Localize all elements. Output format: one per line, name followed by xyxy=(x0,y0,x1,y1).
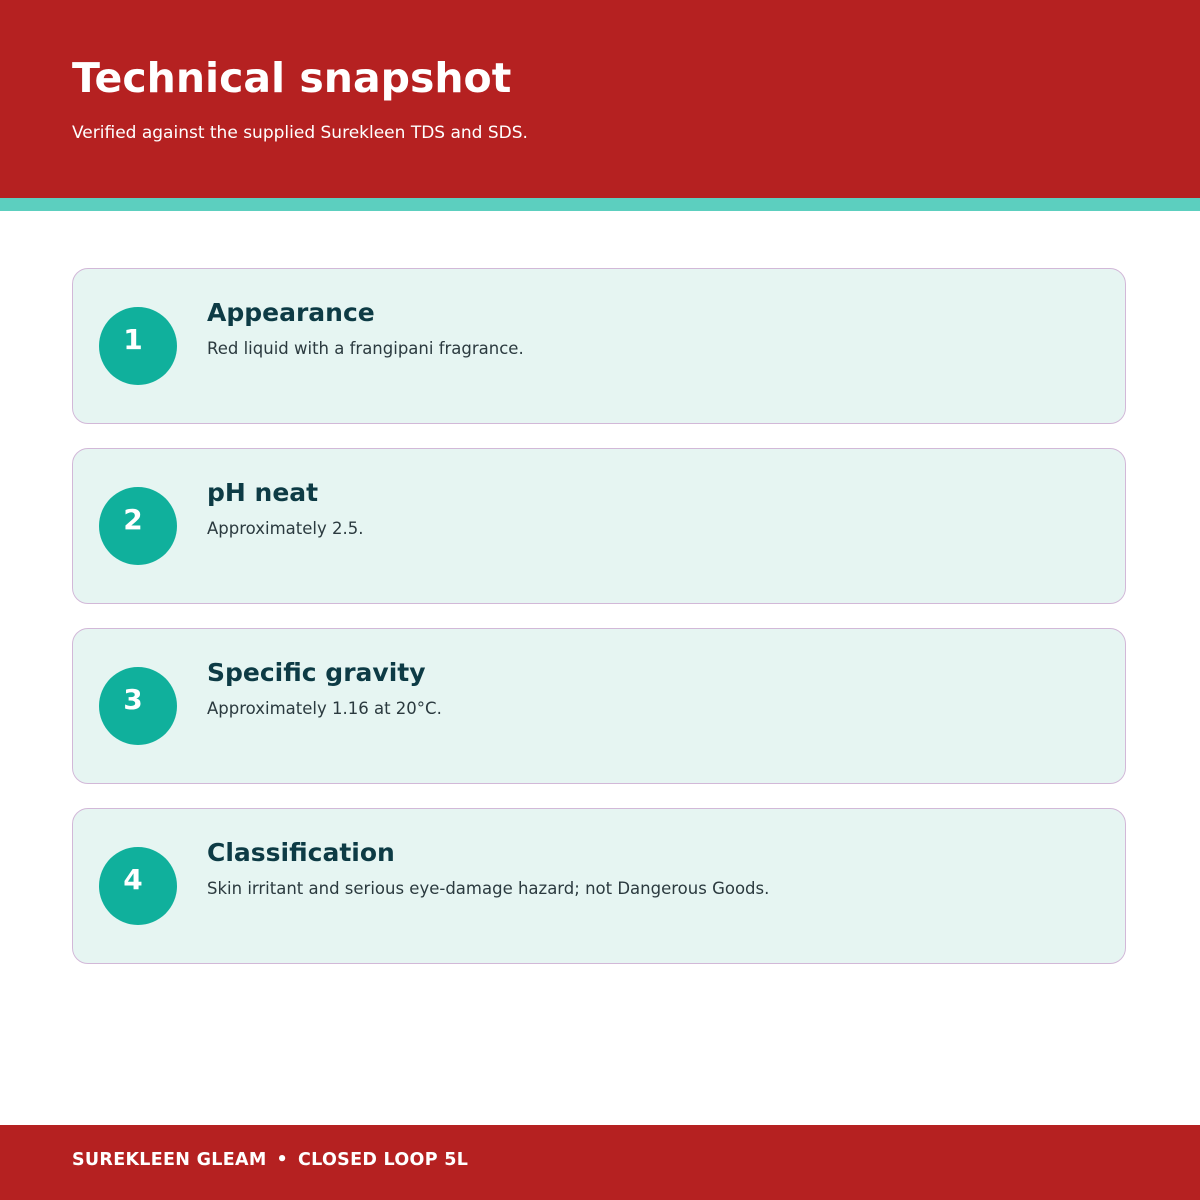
footer-product: CLOSED LOOP 5L xyxy=(298,1150,469,1170)
spec-card-appearance xyxy=(72,268,1126,424)
step-number: 1 xyxy=(123,323,143,356)
step-number-badge xyxy=(99,847,177,925)
step-number: 3 xyxy=(123,683,143,716)
footer-label xyxy=(72,1149,468,1171)
footer-separator: • xyxy=(276,1150,289,1170)
page-header xyxy=(0,0,1200,198)
footer-brand: SUREKLEEN GLEAM xyxy=(72,1150,267,1170)
card-title: Classification xyxy=(207,838,395,867)
header-accent-bar xyxy=(0,198,1200,211)
step-number: 2 xyxy=(123,503,143,536)
card-description: Approximately 1.16 at 20°C. xyxy=(207,699,442,718)
spec-card-ph xyxy=(72,448,1126,604)
step-number-badge xyxy=(99,667,177,745)
card-title: Appearance xyxy=(207,298,375,327)
spec-card-classification xyxy=(72,808,1126,964)
card-description: Skin irritant and serious eye-damage hazard; not Dangerous Goods. xyxy=(207,879,770,898)
page-subtitle: Verified against the supplied Surekleen TDS and SDS. xyxy=(72,123,528,143)
step-number-badge xyxy=(99,487,177,565)
card-description: Approximately 2.5. xyxy=(207,519,364,538)
card-title: pH neat xyxy=(207,478,319,507)
page-footer xyxy=(0,1125,1200,1200)
page-title: Technical snapshot xyxy=(72,54,512,102)
spec-card-specific-gravity xyxy=(72,628,1126,784)
step-number: 4 xyxy=(123,863,143,896)
card-description: Red liquid with a frangipani fragrance. xyxy=(207,339,524,358)
step-number-badge xyxy=(99,307,177,385)
card-title: Specific gravity xyxy=(207,658,426,687)
